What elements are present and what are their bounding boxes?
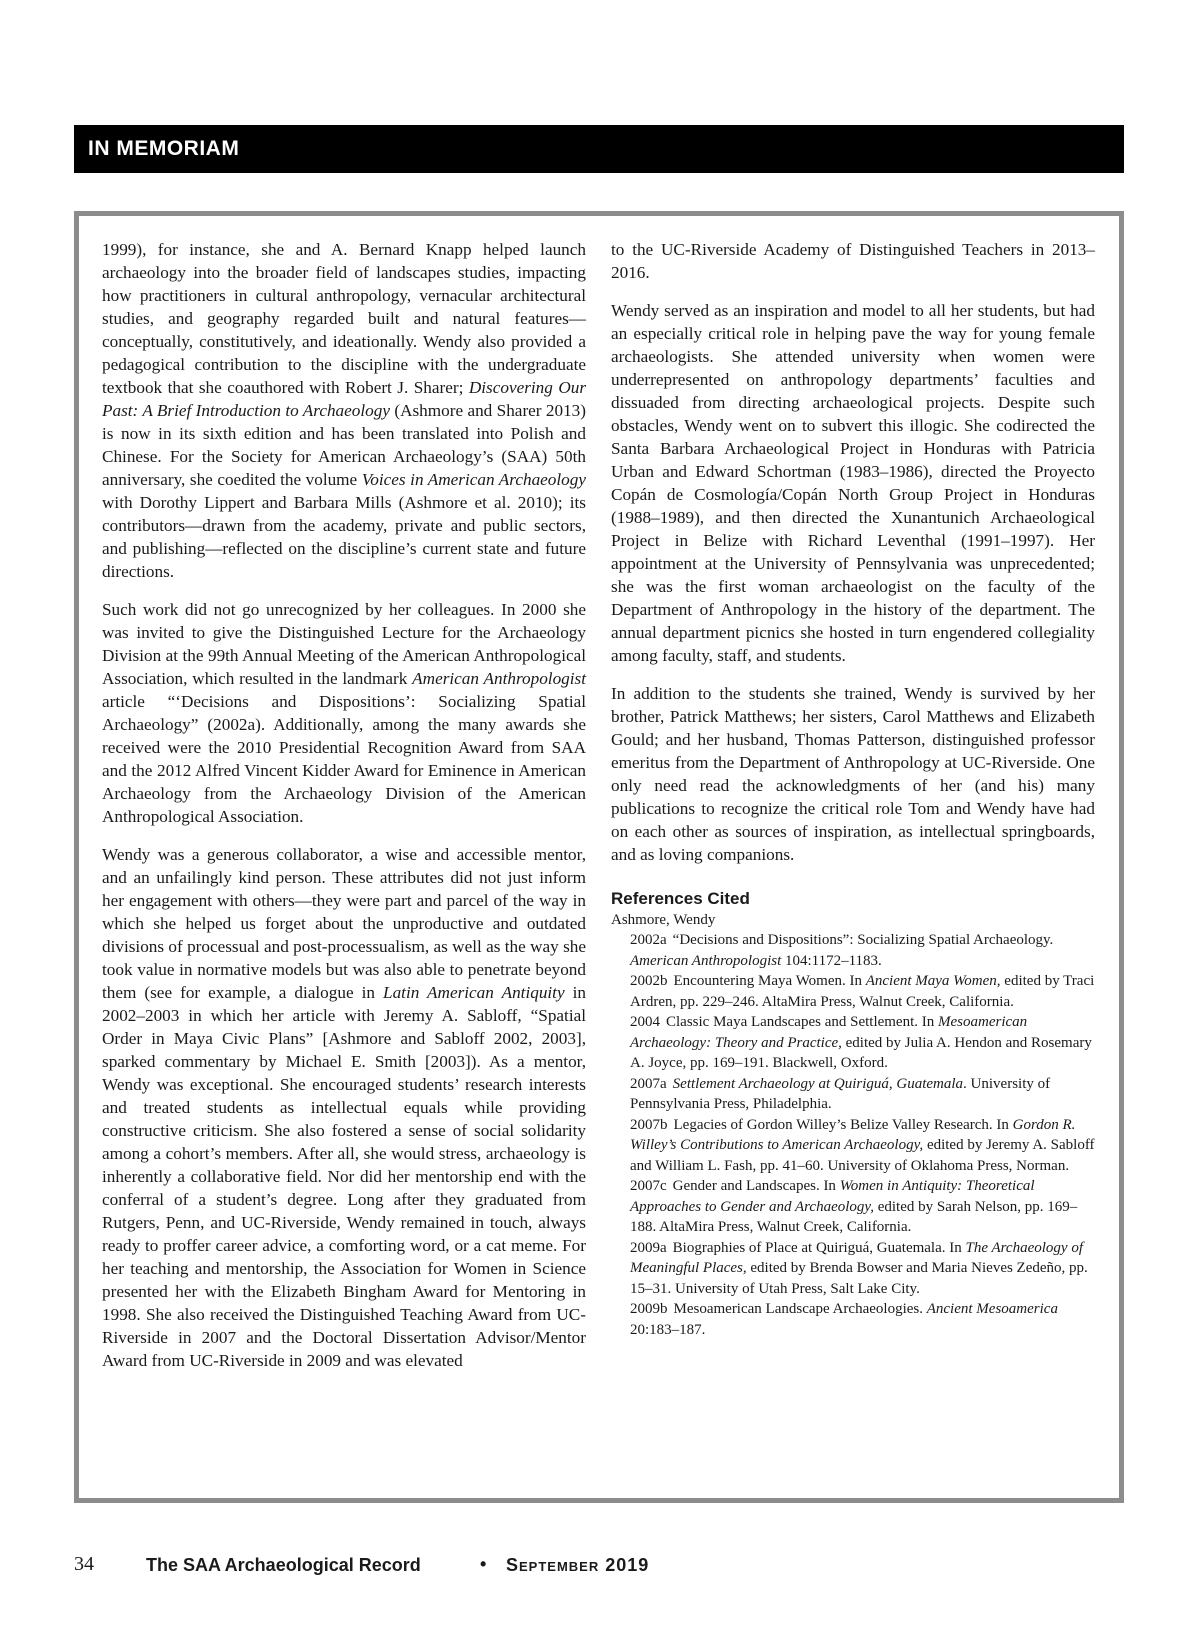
text-run: edited by Jeremy A. Sabloff and William L. Fash, pp. 41–60. University of Oklahoma Press, Norman.: [630, 1137, 1095, 1174]
reference-title: Settlement Archaeology at Quiriguá, Guatemala: [672, 1075, 964, 1092]
text-run: edited by Julia A. Hendon and Rosemary A. Joyce, pp. 169–191. Blackwell, Oxford.: [630, 1034, 1092, 1071]
reference-entry: [611, 1299, 1095, 1340]
footer-separator: •: [480, 1554, 487, 1574]
reference-entry: [611, 1176, 1095, 1238]
text-run: . University of Pennsylvania Press, Philadelphia.: [630, 1075, 1051, 1112]
section-header-bar: [74, 125, 1124, 173]
reference-entry: [611, 1238, 1095, 1300]
text-run: edited by Sarah Nelson, pp. 169–188. AltaMira Press, Walnut Creek, California.: [630, 1198, 1078, 1235]
reference-code: 2009a: [630, 1239, 667, 1256]
text-run: 104:1172–1183.: [781, 952, 882, 969]
text-run: article “‘Decisions and Dispositions’: Socializing Spatial Archaeology” (2002a). Additionally, among the many awards she received were the 2010 Presidential Recognition Award from SAA and the 2012 Alfred Vincent Kidder Award for Eminence in American Archaeology from the Archaeology Division of the American Anthropological Association.: [102, 692, 586, 826]
journal-title: American Anthropologist: [412, 669, 586, 688]
page-number: 34: [74, 1553, 94, 1575]
right-paragraph-1: to the UC-Riverside Academy of Distinguished Teachers in 2013–2016.: [611, 240, 1095, 282]
reference-code: 2007b: [630, 1116, 668, 1133]
text-run: 20:183–187.: [630, 1321, 706, 1338]
text-run: Such work did not go unrecognized by her colleagues. In 2000 she was invited to give the Distinguished Lecture for the Archaeology Division at the 99th Annual Meeting of the American Anthropological Association, which resulted in the landmark: [102, 600, 586, 688]
reference-code: 2009b: [630, 1301, 668, 1317]
references-author: Ashmore, Wendy: [611, 912, 716, 928]
text-run: 1999), for instance, she and A. Bernard Knapp helped launch archaeology into the broader field of landscapes studies, impacting how practitioners in cultural anthropology, vernacular architectural studies, and geography regarded built and natural features—conceptually, constitutively, and ideationally. Wendy also provided a pedagogical contribution to the discipline with the undergraduate textbook that she coauthored with Robert J. Sharer;: [102, 240, 586, 397]
book-title: Discovering Our Past: A Brief Introduction to Archaeology: [102, 378, 587, 420]
reference-code: 2007a: [630, 1075, 667, 1092]
section-title: IN MEMORIAM: [88, 137, 240, 160]
text-run: with Dorothy Lippert and Barbara Mills (Ashmore et al. 2010); its contributors—drawn from the academy, private and public sectors, and publishing—reflected on the discipline’s current state and future directions.: [102, 493, 586, 581]
references-heading: References Cited: [611, 889, 750, 908]
text-run: “Decisions and Dispositions”: Socializing Spatial Archaeology.: [672, 932, 1054, 948]
text-run: Gender and Landscapes. In: [672, 1178, 840, 1194]
book-title: Voices in American Archaeology: [361, 470, 586, 489]
reference-entry: [611, 1012, 1095, 1074]
issue-date: September 2019: [506, 1555, 650, 1575]
text-run: Legacies of Gordon Willey’s Belize Valley Research. In: [673, 1116, 1013, 1133]
reference-entry: [611, 1074, 1095, 1115]
reference-title: Gordon R. Willey’s Contributions to American Archaeology,: [630, 1116, 1076, 1153]
text-run: Encountering Maya Women. In: [673, 973, 866, 989]
text-run: in 2002–2003 in which her article with Jeremy A. Sabloff, “Spatial Order in Maya Civic Plans” [Ashmore and Sabloff 2002, 2003], sparked commentary by Michael E. Smith [2003]). As a mentor, Wendy was exceptional. She encouraged students’ research interests and treated students as intellectual equals while providing constructive criticism. She also fostered a sense of social solidarity among a cohort’s members. After all, she would stress, archaeology is inherently a collaborative field. Nor did her mentorship end with the conferral of a student’s degree. Long after they graduated from Rutgers, Penn, and UC-Riverside, Wendy remained in touch, always ready to proffer career advice, a comforting word, or a cat meme. For her teaching and mentorship, the Association for Women in Science presented her with the Elizabeth Bingham Award for Mentoring in 1998. She also received the Distinguished Teaching Award from UC-Riverside in 2007 and the Doctoral Dissertation Advisor/Mentor Award from UC-Riverside in 2009 and was elevated: [102, 983, 586, 1370]
text-run: edited by Traci Ardren, pp. 229–246. AltaMira Press, Walnut Creek, California.: [630, 973, 1095, 1010]
reference-title: The Archaeology of Meaningful Places,: [630, 1239, 1083, 1276]
right-paragraph-2: Wendy served as an inspiration and model to all her students, but had an especially critical role in helping pave the way for young female archaeologists. She attended university when women were underrepresented on anthropology departments’ faculties and dissuaded from directing archaeological projects. Despite such obstacles, Wendy went on to subvert this illogic. She codirected the Santa Barbara Archaeological Project in Honduras with Patricia Urban and Edward Schortman (1983–1986), directed the Proyecto Copán de Cosmología/Copán North Group Project in Honduras (1988–1989), and then directed the Xunantunich Archaeological Project in Belize with Richard Leventhal (1991–1997). Her appointment at the University of Pennsylvania was unprecedented; she was the first woman archaeologist on the faculty of the Department of Anthropology in the history of the department. The annual department picnics she hosted in turn engendered collegiality among faculty, staff, and students.: [611, 301, 1095, 665]
left-paragraph-2: [102, 598, 586, 828]
left-paragraph-3: [102, 843, 586, 1372]
reference-title: Women in Antiquity: Theoretical Approaches to Gender and Archaeology,: [630, 1178, 1035, 1215]
reference-entry: [611, 930, 1095, 971]
reference-title: Ancient Mesoamerica: [926, 1301, 1058, 1317]
left-column: [102, 238, 586, 1372]
text-run: Biographies of Place at Quiriguá, Guatemala. In: [672, 1239, 966, 1256]
right-paragraph-3: In addition to the students she trained, Wendy is survived by her brother, Patrick Matthews; her sisters, Carol Matthews and Elizabeth Gould; and her husband, Thomas Patterson, distinguished professor emeritus from the Department of Anthropology at UC-Riverside. One only need read the acknowledgments of her (and his) many publications to recognize the critical role Tom and Wendy have had on each other as sources of inspiration, as intellectual springboards, and as loving companions.: [611, 684, 1095, 864]
reference-title: Ancient Maya Women,: [865, 973, 1001, 989]
reference-code: 2007c: [630, 1178, 667, 1194]
reference-title: American Anthropologist: [630, 952, 782, 969]
reference-code: 2002b: [630, 973, 668, 989]
left-paragraph-1: [102, 238, 586, 583]
reference-code: 2002a: [630, 932, 667, 948]
reference-entry: [611, 971, 1095, 1012]
journal-name: The SAA Archaeological Record: [146, 1555, 421, 1575]
reference-entry: [611, 1115, 1095, 1177]
text-run: Classic Maya Landscapes and Settlement. In: [666, 1014, 939, 1030]
reference-code: 2004: [630, 1014, 660, 1030]
text-run: Wendy was a generous collaborator, a wise and accessible mentor, and an unfailingly kind person. These attributes did not just inform her engagement with others—they were part and parcel of the way in which she helped us forget about the unproductive and outdated divisions of processual and post-processualism, as well as the way she took value in normative models but was also able to penetrate beyond them (see for example, a dialogue in: [102, 845, 586, 1002]
page-footer: [74, 1553, 774, 1583]
text-run: edited by Brenda Bowser and Maria Nieves Zedeño, pp. 15–31. University of Utah Press, Salt Lake City.: [630, 1260, 1088, 1297]
journal-title: Latin American Antiquity: [383, 983, 565, 1002]
reference-title: Mesoamerican Archaeology: Theory and Practice,: [630, 1014, 1028, 1051]
right-column: [611, 238, 1095, 1340]
text-run: Mesoamerican Landscape Archaeologies.: [673, 1301, 927, 1317]
text-run: (Ashmore and Sharer 2013) is now in its sixth edition and has been translated into Polish and Chinese. For the Society for American Archaeology’s (SAA) 50th anniversary, she coedited the volume: [102, 401, 586, 489]
